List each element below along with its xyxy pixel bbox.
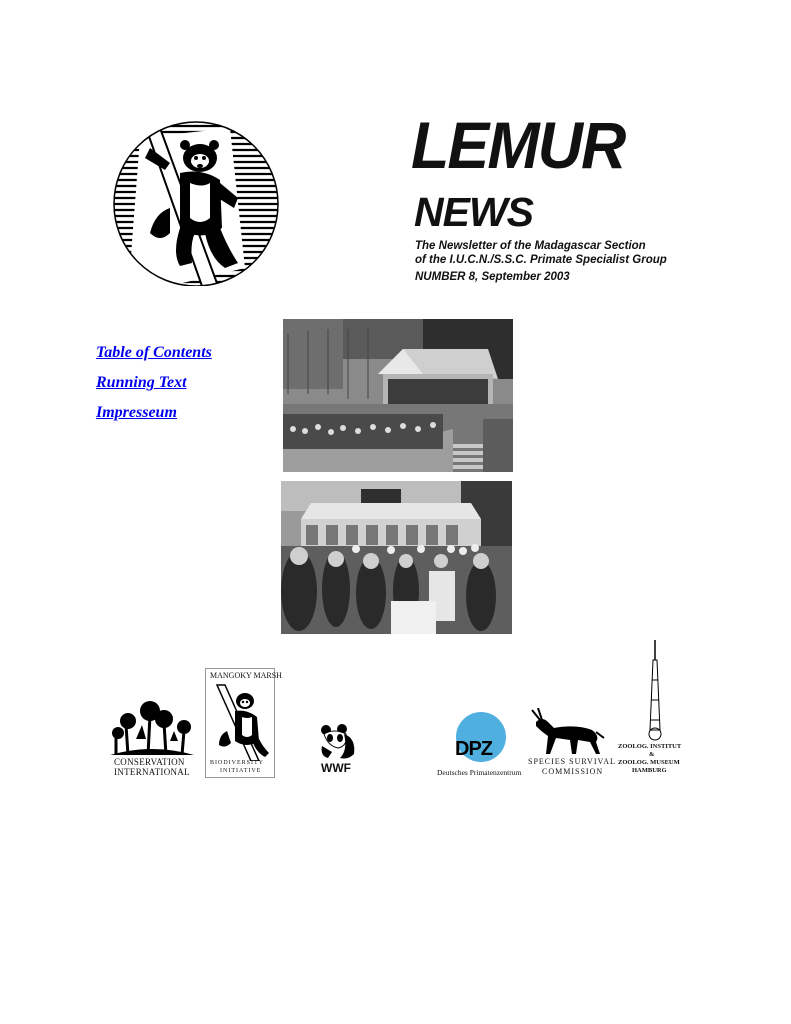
ci-line-2: INTERNATIONAL xyxy=(114,767,190,777)
description-line-1: The Newsletter of the Madagascar Section xyxy=(415,240,646,252)
zoolog-line-4: HAMBURG xyxy=(632,767,667,774)
dpz-caption: Deutsches Primatenzentrum xyxy=(437,768,522,777)
mangoky-bottom-1: BIODIVERSITY xyxy=(210,760,264,766)
zoolog-line-1: ZOOLOG. INSTITUT xyxy=(618,743,682,750)
sponsor-wwf xyxy=(318,724,358,776)
antelope-icon xyxy=(526,708,606,756)
issue-number: NUMBER 8, September 2003 xyxy=(415,271,570,283)
link-table-of-contents[interactable]: Table of Contents xyxy=(96,344,212,361)
dpz-logo-text: DPZ xyxy=(455,738,492,760)
photo-seated-audience xyxy=(281,481,512,634)
link-running-text[interactable]: Running Text xyxy=(96,374,187,391)
mangoky-lemur-icon xyxy=(207,683,273,761)
mangoky-top-label: MANGOKY MARSH xyxy=(210,671,282,680)
newsletter-title: LEMUR xyxy=(411,108,625,182)
description-line-2: of the I.U.C.N./S.S.C. Primate Specialist Group xyxy=(415,254,667,266)
panda-icon xyxy=(318,724,358,760)
ssc-line-2: COMMISSION xyxy=(542,767,604,776)
sponsor-dpz xyxy=(435,712,527,780)
link-impresseum[interactable]: Impresseum xyxy=(96,404,177,421)
photo-ceremony-building xyxy=(283,319,513,472)
newsletter-subtitle: NEWS xyxy=(414,189,533,235)
zoolog-tower-icon xyxy=(640,640,670,742)
wwf-label: WWF xyxy=(321,761,351,775)
zoolog-line-3: ZOOLOG. MUSEUM xyxy=(618,759,680,766)
ci-line-1: CONSERVATION xyxy=(114,757,185,767)
zoolog-line-2: & xyxy=(649,751,655,758)
nav-links xyxy=(96,343,212,433)
sponsor-mangoky-marsh xyxy=(205,668,282,778)
mangoky-bottom-2: INITIATIVE xyxy=(220,768,262,774)
newsletter-description xyxy=(415,239,715,267)
ci-trees-icon xyxy=(108,695,196,757)
lemur-logo xyxy=(110,118,282,286)
ssc-line-1: SPECIES SURVIVAL xyxy=(528,757,616,766)
sponsor-zoolog-hamburg xyxy=(614,640,694,780)
sponsor-conservation-international xyxy=(108,695,196,780)
sponsor-ssc xyxy=(522,708,616,780)
